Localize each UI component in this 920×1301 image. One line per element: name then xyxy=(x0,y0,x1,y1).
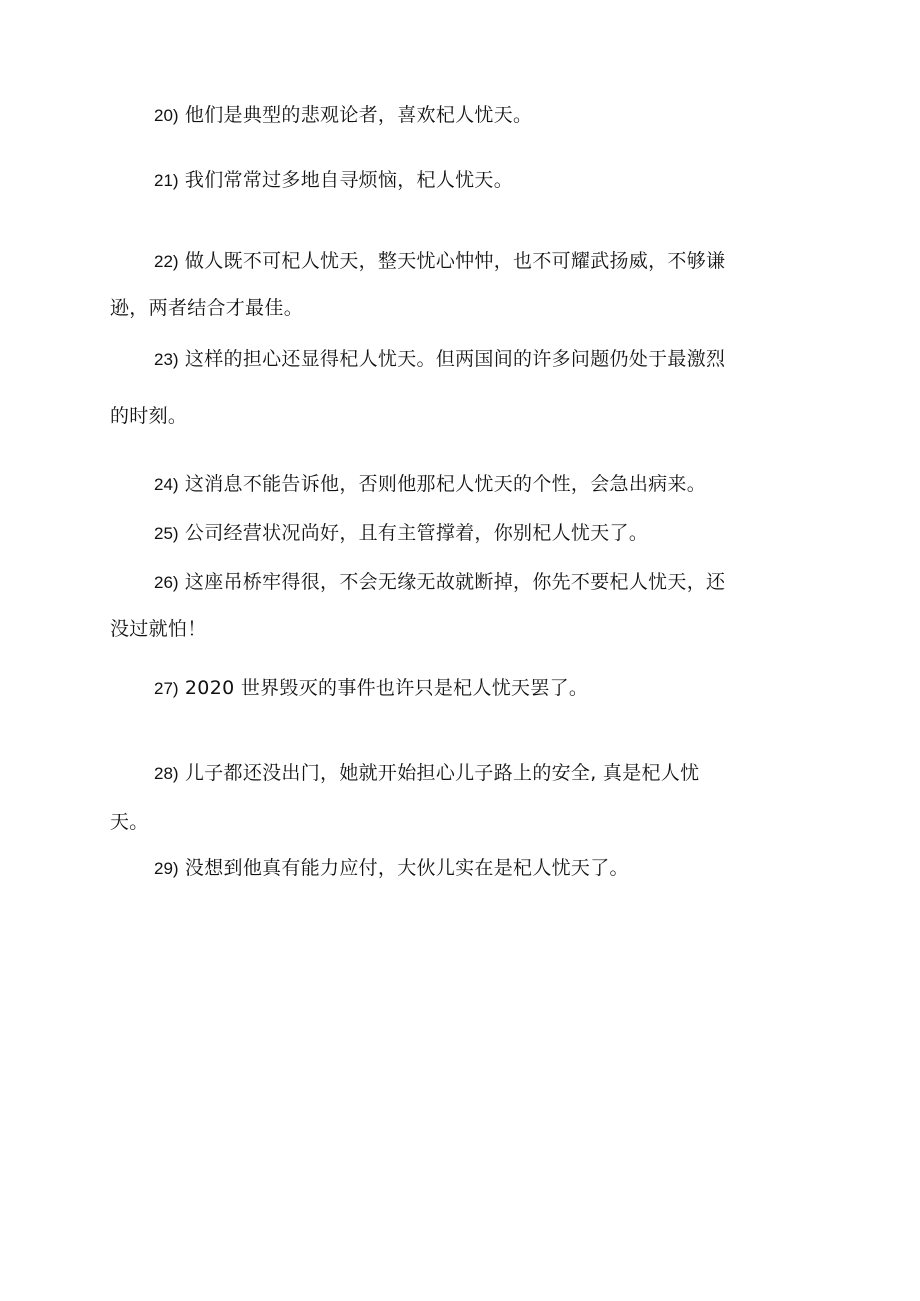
item-number: 27) xyxy=(154,679,179,698)
sentence-24 xyxy=(154,472,706,497)
sentence-27 xyxy=(154,676,588,701)
sentence-text: 这样的担心还显得杞人忧天。但两国间的许多问题仍处于最激烈 xyxy=(184,348,726,370)
item-number: 26) xyxy=(154,573,179,592)
sentence-28 xyxy=(154,761,699,786)
sentence-text: 我们常常过多地自寻烦恼，杞人忧天。 xyxy=(184,169,514,191)
sentence-text: 没想到他真有能力应付，大伙儿实在是杞人忧天了。 xyxy=(184,857,629,879)
sentence-21 xyxy=(154,168,513,193)
sentence-28-continuation xyxy=(110,810,149,834)
sentence-26-continuation xyxy=(110,617,207,641)
sentence-29 xyxy=(154,856,629,881)
item-number: 24) xyxy=(154,475,179,494)
sentence-text: 公司经营状况尚好，且有主管撑着，你别杞人忧天了。 xyxy=(184,522,649,544)
sentence-text: 儿子都还没出门，她就开始担心儿子路上的安全, 真是杞人忧 xyxy=(184,762,700,784)
item-number: 21) xyxy=(154,171,179,190)
sentence-text: 天。 xyxy=(110,811,149,833)
sentence-text: 做人既不可杞人忧天，整天忧心忡忡，也不可耀武扬威，不够谦 xyxy=(184,250,726,272)
sentence-23 xyxy=(154,347,725,372)
sentence-text: 2020 世界毁灭的事件也许只是杞人忧天罢了。 xyxy=(184,677,589,699)
sentence-22 xyxy=(154,249,725,274)
item-number: 25) xyxy=(154,524,179,543)
sentence-20 xyxy=(154,103,532,128)
sentence-23-continuation xyxy=(110,404,187,428)
sentence-text: 他们是典型的悲观论者，喜欢杞人忧天。 xyxy=(184,104,533,126)
item-number: 29) xyxy=(154,859,179,878)
sentence-26 xyxy=(154,570,725,595)
sentence-text: 这座吊桥牢得很，不会无缘无故就断掉，你先不要杞人忧天，还 xyxy=(184,571,726,593)
sentence-25 xyxy=(154,521,648,546)
sentence-text: 逊，两者结合才最佳。 xyxy=(110,297,304,319)
item-number: 22) xyxy=(154,252,179,271)
sentence-text: 这消息不能告诉他，否则他那杞人忧天的个性，会急出病来。 xyxy=(184,473,707,495)
sentence-text: 的时刻。 xyxy=(110,405,188,427)
item-number: 20) xyxy=(154,106,179,125)
sentence-22-continuation xyxy=(110,296,303,320)
sentence-text: 没过就怕！ xyxy=(110,618,207,640)
item-number: 28) xyxy=(154,764,179,783)
item-number: 23) xyxy=(154,350,179,369)
